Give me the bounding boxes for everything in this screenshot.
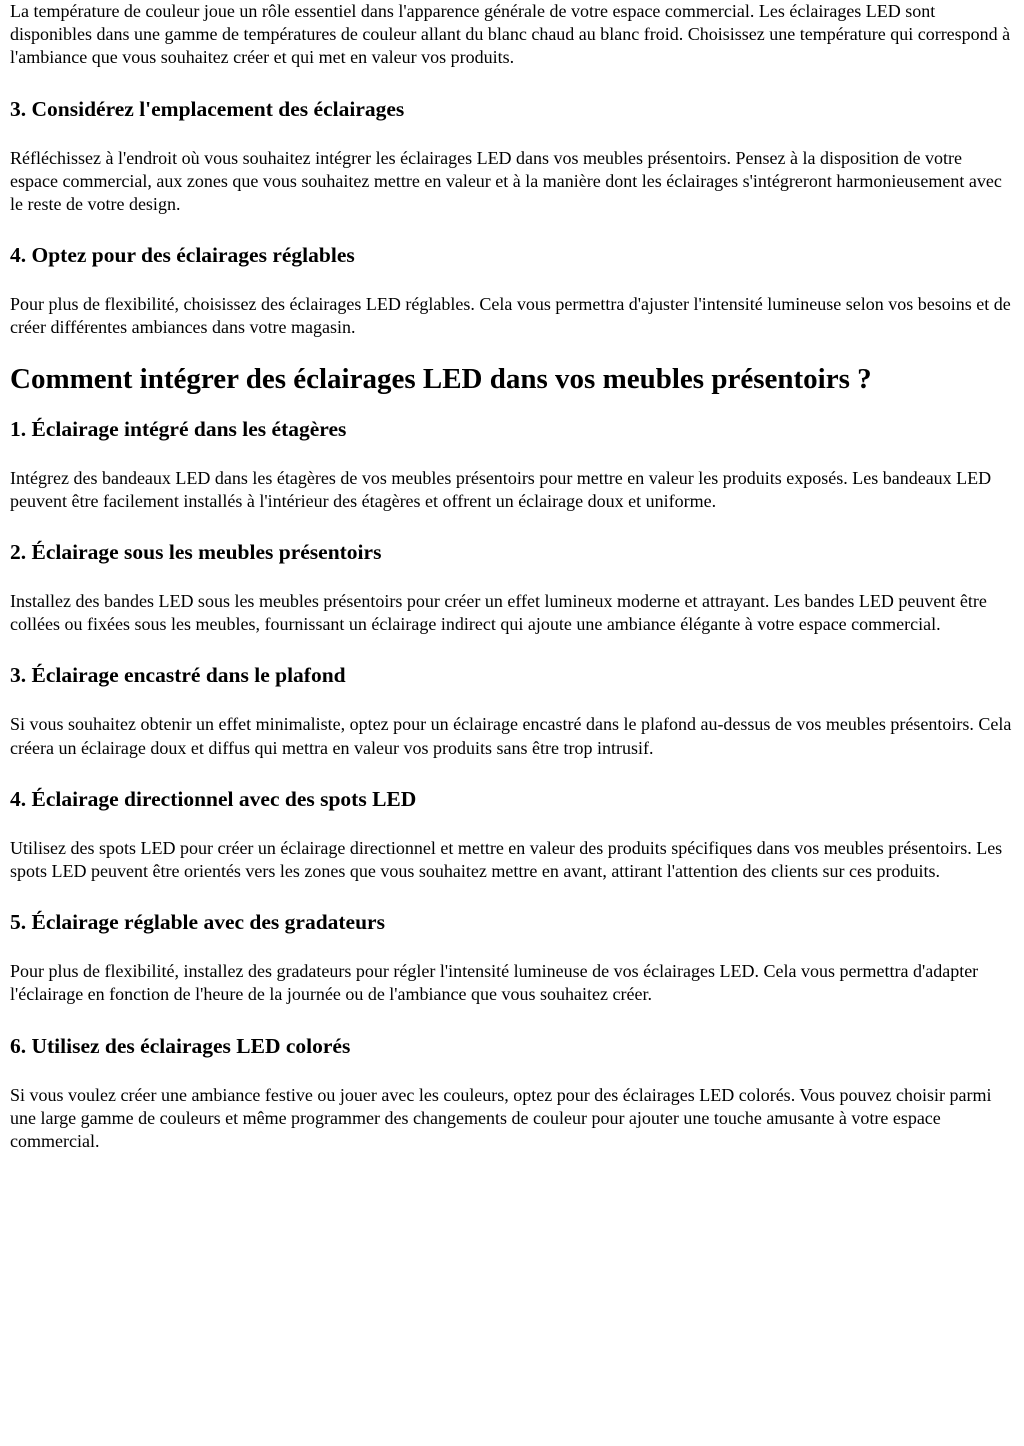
section-paragraph: Si vous souhaitez obtenir un effet minimaliste, optez pour un éclairage encastré dans le plafond au-dessus de vos meubles présentoirs. Cela créera un éclairage doux et diffus qui mettra en valeur vos produits sans être trop intrusif. — [10, 714, 1012, 758]
section-paragraph: Pour plus de flexibilité, installez des gradateurs pour régler l'intensité lumineuse de vos éclairages LED. Cela vous permettra d'adapter l'éclairage en fonction de l'heure de la journée ou de l'ambiance que vous souhaitez créer. — [10, 961, 979, 1005]
section-heading: 3. Considérez l'emplacement des éclairages — [10, 96, 405, 121]
section-paragraph: Intégrez des bandeaux LED dans les étagères de vos meubles présentoirs pour mettre en valeur les produits exposés. Les bandeaux LED peuvent être facilement installés à l'intérieur des étagères et offrent un éclairage doux et uniforme. — [10, 467, 992, 511]
section-paragraph: Si vous voulez créer une ambiance festive ou jouer avec les couleurs, optez pour des éclairages LED colorés. Vous pouvez choisir parmi une large gamme de couleurs et même programmer des changements de couleur pour ajouter une touche amusante à votre espace commercial. — [10, 1084, 992, 1152]
section-paragraph: Installez des bandes LED sous les meubles présentoirs pour créer un effet lumineux moderne et attrayant. Les bandes LED peuvent être collées ou fixées sous les meubles, fournissant un éclairage indirect qui ajoute une ambiance élégante à votre espace commercial. — [10, 591, 987, 635]
section-heading: 5. Éclairage réglable avec des gradateurs — [10, 910, 385, 935]
section-heading: 2. Éclairage sous les meubles présentoirs — [10, 540, 382, 565]
section-paragraph: Réfléchissez à l'endroit où vous souhaitez intégrer les éclairages LED dans vos meubles présentoirs. Pensez à la disposition de votre espace commercial, aux zones que vous souhaitez mettre en valeur et à la manière dont les éclairages s'intégreront harmonieusement avec le reste de votre design. — [10, 147, 1002, 215]
section-paragraph: Pour plus de flexibilité, choisissez des éclairages LED réglables. Cela vous permettra d'ajuster l'intensité lumineuse selon vos besoins et de créer différentes ambiances dans votre magasin. — [10, 294, 1011, 338]
section-heading: 4. Optez pour des éclairages réglables — [10, 243, 355, 268]
section-heading: 1. Éclairage intégré dans les étagères — [10, 416, 347, 441]
section-heading: 3. Éclairage encastré dans le plafond — [10, 663, 346, 688]
intro-paragraph: La température de couleur joue un rôle essentiel dans l'apparence générale de votre espace commercial. Les éclairages LED sont disponibles dans une gamme de températures de couleur allant du blanc chaud au blanc froid. Choisissez une température qui correspond à l'ambiance que vous souhaitez créer et qui met en valeur vos produits. — [10, 1, 1011, 68]
section-paragraph: Utilisez des spots LED pour créer un éclairage directionnel et mettre en valeur des produits spécifiques dans vos meubles présentoirs. Les spots LED peuvent être orientés vers les zones que vous souhaitez mettre en avant, attirant l'attention des clients sur ces produits. — [10, 837, 1003, 882]
main-section-title: Comment intégrer des éclairages LED dans vos meubles présentoirs ? — [10, 362, 872, 395]
section-heading: 4. Éclairage directionnel avec des spots LED — [10, 786, 417, 811]
section-heading: 6. Utilisez des éclairages LED colorés — [10, 1033, 351, 1058]
